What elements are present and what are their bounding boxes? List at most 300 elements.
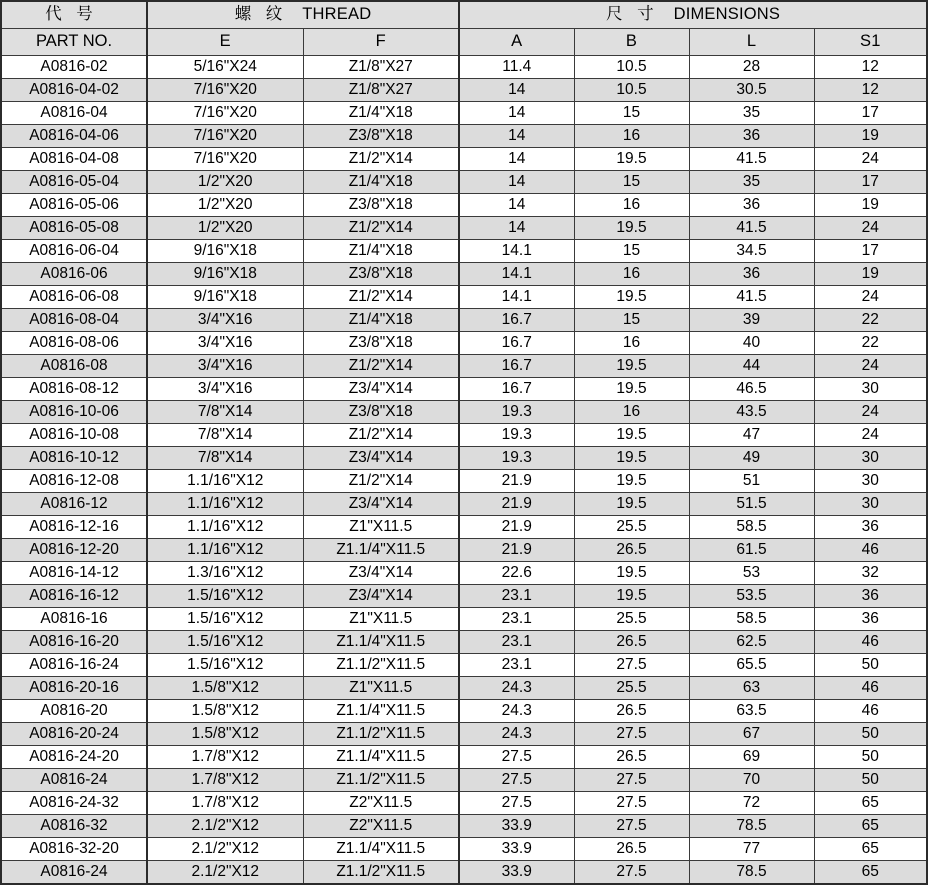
cell-dim-s1: 50 (814, 654, 927, 677)
cell-dim-b: 16 (574, 332, 689, 355)
cell-dim-l: 70 (689, 769, 814, 792)
cell-thread-e: 1.1/16"X12 (147, 539, 303, 562)
cell-dim-a: 14 (459, 171, 574, 194)
cell-dim-b: 16 (574, 401, 689, 424)
cell-dim-s1: 50 (814, 723, 927, 746)
header-thread-en-label: THREAD (302, 5, 372, 24)
cell-thread-f: Z1.1/2"X11.5 (303, 861, 459, 885)
cell-thread-e: 2.1/2"X12 (147, 861, 303, 885)
cell-dim-l: 28 (689, 56, 814, 79)
cell-dim-b: 19.5 (574, 562, 689, 585)
cell-part-no: A0816-16-20 (1, 631, 147, 654)
table-row (1, 608, 927, 631)
header-row-sub (1, 29, 927, 56)
cell-dim-s1: 50 (814, 746, 927, 769)
cell-thread-f: Z3/4"X14 (303, 562, 459, 585)
cell-thread-e: 1.5/8"X12 (147, 677, 303, 700)
cell-thread-f: Z1.1/2"X11.5 (303, 769, 459, 792)
cell-dim-l: 30.5 (689, 79, 814, 102)
table-row (1, 309, 927, 332)
cell-dim-b: 27.5 (574, 792, 689, 815)
table-row (1, 355, 927, 378)
cell-dim-l: 44 (689, 355, 814, 378)
table-row (1, 217, 927, 240)
cell-thread-f: Z3/8"X18 (303, 125, 459, 148)
cell-thread-e: 1/2"X20 (147, 194, 303, 217)
table-row (1, 746, 927, 769)
cell-dim-b: 16 (574, 194, 689, 217)
table-row (1, 240, 927, 263)
cell-thread-e: 7/16"X20 (147, 102, 303, 125)
cell-dim-s1: 12 (814, 56, 927, 79)
table-row (1, 470, 927, 493)
cell-dim-s1: 17 (814, 240, 927, 263)
cell-part-no: A0816-14-12 (1, 562, 147, 585)
cell-dim-l: 39 (689, 309, 814, 332)
cell-part-no: A0816-06-04 (1, 240, 147, 263)
cell-dim-s1: 30 (814, 470, 927, 493)
cell-thread-f: Z1/2"X14 (303, 148, 459, 171)
cell-thread-f: Z3/4"X14 (303, 493, 459, 516)
cell-dim-l: 53 (689, 562, 814, 585)
cell-dim-l: 34.5 (689, 240, 814, 263)
table-row (1, 585, 927, 608)
cell-dim-l: 35 (689, 171, 814, 194)
cell-dim-l: 35 (689, 102, 814, 125)
cell-dim-b: 19.5 (574, 286, 689, 309)
cell-thread-f: Z3/8"X18 (303, 332, 459, 355)
cell-dim-s1: 24 (814, 148, 927, 171)
cell-part-no: A0816-10-12 (1, 447, 147, 470)
cell-dim-s1: 46 (814, 677, 927, 700)
cell-dim-b: 26.5 (574, 838, 689, 861)
cell-dim-l: 67 (689, 723, 814, 746)
cell-dim-a: 23.1 (459, 654, 574, 677)
cell-dim-l: 65.5 (689, 654, 814, 677)
cell-dim-s1: 46 (814, 631, 927, 654)
cell-part-no: A0816-24 (1, 769, 147, 792)
cell-dim-s1: 30 (814, 447, 927, 470)
cell-dim-a: 22.6 (459, 562, 574, 585)
cell-dim-a: 33.9 (459, 815, 574, 838)
cell-part-no: A0816-16-24 (1, 654, 147, 677)
header-col-f: F (303, 29, 459, 56)
cell-thread-f: Z3/8"X18 (303, 401, 459, 424)
table-row (1, 861, 927, 885)
cell-dim-a: 14 (459, 79, 574, 102)
cell-dim-s1: 24 (814, 286, 927, 309)
table-row (1, 424, 927, 447)
cell-dim-a: 16.7 (459, 332, 574, 355)
cell-dim-s1: 22 (814, 332, 927, 355)
cell-thread-e: 1.5/16"X12 (147, 654, 303, 677)
cell-dim-s1: 65 (814, 838, 927, 861)
cell-thread-f: Z1.1/4"X11.5 (303, 539, 459, 562)
cell-part-no: A0816-12 (1, 493, 147, 516)
cell-part-no: A0816-04-08 (1, 148, 147, 171)
cell-dim-s1: 46 (814, 539, 927, 562)
cell-thread-e: 7/8"X14 (147, 424, 303, 447)
header-dimensions-en-label: DIMENSIONS (673, 5, 781, 24)
cell-part-no: A0816-12-16 (1, 516, 147, 539)
cell-thread-e: 3/4"X16 (147, 309, 303, 332)
cell-dim-s1: 24 (814, 355, 927, 378)
cell-thread-e: 7/8"X14 (147, 447, 303, 470)
table-body (1, 56, 927, 885)
cell-dim-s1: 46 (814, 700, 927, 723)
table-header (1, 1, 927, 56)
cell-dim-b: 27.5 (574, 861, 689, 885)
cell-thread-e: 2.1/2"X12 (147, 815, 303, 838)
cell-thread-f: Z1.1/4"X11.5 (303, 838, 459, 861)
table-row (1, 631, 927, 654)
cell-dim-l: 58.5 (689, 516, 814, 539)
cell-dim-l: 78.5 (689, 815, 814, 838)
table-row (1, 102, 927, 125)
cell-part-no: A0816-08-04 (1, 309, 147, 332)
table-row (1, 401, 927, 424)
cell-dim-a: 21.9 (459, 470, 574, 493)
cell-dim-b: 19.5 (574, 355, 689, 378)
table-row (1, 125, 927, 148)
cell-thread-e: 1.7/8"X12 (147, 746, 303, 769)
cell-thread-e: 1.1/16"X12 (147, 493, 303, 516)
cell-dim-l: 40 (689, 332, 814, 355)
cell-dim-a: 21.9 (459, 516, 574, 539)
cell-dim-l: 43.5 (689, 401, 814, 424)
cell-dim-b: 15 (574, 309, 689, 332)
cell-part-no: A0816-32 (1, 815, 147, 838)
cell-dim-s1: 32 (814, 562, 927, 585)
cell-dim-s1: 19 (814, 263, 927, 286)
cell-dim-b: 15 (574, 171, 689, 194)
cell-dim-s1: 65 (814, 815, 927, 838)
cell-thread-f: Z1.1/4"X11.5 (303, 631, 459, 654)
cell-dim-l: 58.5 (689, 608, 814, 631)
cell-part-no: A0816-06 (1, 263, 147, 286)
cell-dim-b: 19.5 (574, 447, 689, 470)
cell-dim-s1: 50 (814, 769, 927, 792)
cell-thread-e: 9/16"X18 (147, 286, 303, 309)
cell-thread-e: 3/4"X16 (147, 355, 303, 378)
cell-thread-f: Z1"X11.5 (303, 608, 459, 631)
cell-part-no: A0816-04 (1, 102, 147, 125)
cell-dim-l: 41.5 (689, 286, 814, 309)
cell-part-no: A0816-05-06 (1, 194, 147, 217)
cell-dim-s1: 22 (814, 309, 927, 332)
cell-dim-s1: 24 (814, 217, 927, 240)
cell-thread-e: 5/16"X24 (147, 56, 303, 79)
cell-dim-b: 27.5 (574, 723, 689, 746)
cell-dim-a: 14 (459, 102, 574, 125)
cell-dim-a: 19.3 (459, 424, 574, 447)
cell-dim-a: 16.7 (459, 309, 574, 332)
cell-part-no: A0816-20-24 (1, 723, 147, 746)
cell-dim-l: 53.5 (689, 585, 814, 608)
cell-dim-a: 14.1 (459, 263, 574, 286)
cell-dim-a: 14 (459, 148, 574, 171)
cell-thread-f: Z1.1/2"X11.5 (303, 723, 459, 746)
table-row (1, 723, 927, 746)
cell-part-no: A0816-08-06 (1, 332, 147, 355)
cell-dim-s1: 24 (814, 424, 927, 447)
cell-part-no: A0816-24 (1, 861, 147, 885)
cell-dim-s1: 24 (814, 401, 927, 424)
cell-dim-l: 63.5 (689, 700, 814, 723)
cell-thread-e: 7/16"X20 (147, 148, 303, 171)
cell-part-no: A0816-12-08 (1, 470, 147, 493)
table-row (1, 148, 927, 171)
table-row (1, 677, 927, 700)
cell-dim-a: 14 (459, 194, 574, 217)
cell-thread-f: Z1.1/4"X11.5 (303, 700, 459, 723)
cell-thread-f: Z1/2"X14 (303, 424, 459, 447)
cell-thread-e: 1.1/16"X12 (147, 470, 303, 493)
cell-thread-f: Z2"X11.5 (303, 792, 459, 815)
cell-dim-b: 27.5 (574, 815, 689, 838)
cell-thread-f: Z3/4"X14 (303, 447, 459, 470)
cell-dim-a: 19.3 (459, 447, 574, 470)
cell-part-no: A0816-02 (1, 56, 147, 79)
cell-dim-l: 78.5 (689, 861, 814, 885)
cell-thread-f: Z3/8"X18 (303, 194, 459, 217)
header-col-l: L (689, 29, 814, 56)
cell-dim-a: 24.3 (459, 723, 574, 746)
cell-dim-l: 61.5 (689, 539, 814, 562)
cell-thread-f: Z1/2"X14 (303, 217, 459, 240)
cell-dim-l: 49 (689, 447, 814, 470)
cell-dim-l: 51 (689, 470, 814, 493)
cell-thread-e: 2.1/2"X12 (147, 838, 303, 861)
cell-dim-b: 19.5 (574, 424, 689, 447)
cell-thread-f: Z3/4"X14 (303, 585, 459, 608)
cell-part-no: A0816-16 (1, 608, 147, 631)
cell-thread-f: Z1"X11.5 (303, 677, 459, 700)
cell-thread-f: Z1/2"X14 (303, 470, 459, 493)
cell-part-no: A0816-04-02 (1, 79, 147, 102)
cell-thread-e: 1.5/16"X12 (147, 631, 303, 654)
table-row (1, 286, 927, 309)
cell-thread-e: 1.7/8"X12 (147, 792, 303, 815)
cell-dim-b: 26.5 (574, 631, 689, 654)
cell-dim-a: 27.5 (459, 792, 574, 815)
cell-thread-e: 1.1/16"X12 (147, 516, 303, 539)
cell-dim-a: 27.5 (459, 769, 574, 792)
cell-thread-e: 1.5/8"X12 (147, 723, 303, 746)
cell-thread-f: Z1/8"X27 (303, 79, 459, 102)
cell-dim-l: 46.5 (689, 378, 814, 401)
cell-dim-a: 14 (459, 125, 574, 148)
cell-thread-e: 7/16"X20 (147, 125, 303, 148)
cell-dim-l: 62.5 (689, 631, 814, 654)
cell-dim-l: 69 (689, 746, 814, 769)
cell-thread-e: 3/4"X16 (147, 332, 303, 355)
cell-dim-l: 47 (689, 424, 814, 447)
cell-dim-s1: 19 (814, 125, 927, 148)
cell-dim-l: 51.5 (689, 493, 814, 516)
cell-dim-s1: 36 (814, 585, 927, 608)
cell-dim-b: 10.5 (574, 79, 689, 102)
cell-part-no: A0816-08 (1, 355, 147, 378)
cell-thread-f: Z3/4"X14 (303, 378, 459, 401)
cell-dim-b: 25.5 (574, 608, 689, 631)
cell-part-no: A0816-10-08 (1, 424, 147, 447)
cell-dim-l: 77 (689, 838, 814, 861)
table-row (1, 56, 927, 79)
table-row (1, 493, 927, 516)
cell-thread-e: 9/16"X18 (147, 263, 303, 286)
cell-dim-s1: 36 (814, 608, 927, 631)
cell-dim-b: 26.5 (574, 539, 689, 562)
cell-thread-e: 1.5/16"X12 (147, 608, 303, 631)
cell-dim-b: 27.5 (574, 769, 689, 792)
cell-part-no: A0816-06-08 (1, 286, 147, 309)
cell-dim-b: 16 (574, 125, 689, 148)
cell-dim-a: 23.1 (459, 585, 574, 608)
cell-dim-a: 27.5 (459, 746, 574, 769)
cell-part-no: A0816-04-06 (1, 125, 147, 148)
cell-dim-s1: 30 (814, 493, 927, 516)
table-row (1, 792, 927, 815)
cell-dim-s1: 19 (814, 194, 927, 217)
cell-dim-a: 14 (459, 217, 574, 240)
table-row (1, 194, 927, 217)
table-row (1, 815, 927, 838)
cell-dim-a: 16.7 (459, 355, 574, 378)
table-row (1, 769, 927, 792)
cell-dim-b: 15 (574, 102, 689, 125)
table-row (1, 654, 927, 677)
cell-thread-f: Z3/8"X18 (303, 263, 459, 286)
cell-dim-s1: 17 (814, 102, 927, 125)
cell-part-no: A0816-20-16 (1, 677, 147, 700)
cell-dim-b: 16 (574, 263, 689, 286)
cell-thread-e: 1/2"X20 (147, 171, 303, 194)
table-row (1, 447, 927, 470)
cell-part-no: A0816-05-08 (1, 217, 147, 240)
table-row (1, 838, 927, 861)
table-row (1, 539, 927, 562)
cell-dim-b: 19.5 (574, 148, 689, 171)
cell-part-no: A0816-20 (1, 700, 147, 723)
cell-thread-f: Z1.1/2"X11.5 (303, 654, 459, 677)
cell-dim-l: 36 (689, 263, 814, 286)
cell-dim-a: 21.9 (459, 493, 574, 516)
header-col-e: E (147, 29, 303, 56)
cell-thread-f: Z1/4"X18 (303, 240, 459, 263)
cell-dim-b: 25.5 (574, 516, 689, 539)
cell-dim-a: 11.4 (459, 56, 574, 79)
table-row (1, 79, 927, 102)
cell-thread-f: Z1/2"X14 (303, 286, 459, 309)
cell-thread-e: 3/4"X16 (147, 378, 303, 401)
table-row (1, 562, 927, 585)
cell-thread-e: 7/16"X20 (147, 79, 303, 102)
header-row-group (1, 1, 927, 29)
table-row (1, 332, 927, 355)
header-thread-group (147, 1, 459, 29)
cell-thread-f: Z1.1/4"X11.5 (303, 746, 459, 769)
cell-dim-l: 41.5 (689, 148, 814, 171)
header-part-no-cjk (1, 1, 147, 29)
header-part-no-cjk-label: 代 号 (45, 5, 98, 24)
cell-dim-s1: 65 (814, 792, 927, 815)
cell-part-no: A0816-16-12 (1, 585, 147, 608)
header-part-no-en: PART NO. (1, 29, 147, 56)
cell-dim-a: 33.9 (459, 838, 574, 861)
cell-thread-e: 1.5/16"X12 (147, 585, 303, 608)
cell-thread-e: 1.3/16"X12 (147, 562, 303, 585)
header-dimensions-cjk-label: 尺 寸 (605, 5, 659, 24)
cell-dim-a: 21.9 (459, 539, 574, 562)
header-dimensions-group (459, 1, 927, 29)
cell-part-no: A0816-24-20 (1, 746, 147, 769)
cell-dim-l: 36 (689, 125, 814, 148)
cell-dim-b: 27.5 (574, 654, 689, 677)
cell-dim-s1: 65 (814, 861, 927, 885)
cell-dim-s1: 12 (814, 79, 927, 102)
header-thread-cjk-label: 螺 纹 (234, 5, 288, 24)
cell-dim-l: 41.5 (689, 217, 814, 240)
cell-dim-a: 23.1 (459, 608, 574, 631)
cell-thread-e: 9/16"X18 (147, 240, 303, 263)
cell-thread-f: Z1/4"X18 (303, 171, 459, 194)
cell-dim-a: 14.1 (459, 286, 574, 309)
cell-dim-a: 24.3 (459, 677, 574, 700)
cell-dim-b: 10.5 (574, 56, 689, 79)
table-row (1, 171, 927, 194)
cell-dim-b: 15 (574, 240, 689, 263)
cell-thread-f: Z1/8"X27 (303, 56, 459, 79)
cell-part-no: A0816-08-12 (1, 378, 147, 401)
cell-dim-a: 14.1 (459, 240, 574, 263)
cell-dim-a: 19.3 (459, 401, 574, 424)
cell-thread-f: Z1"X11.5 (303, 516, 459, 539)
cell-dim-l: 36 (689, 194, 814, 217)
cell-dim-a: 23.1 (459, 631, 574, 654)
cell-part-no: A0816-10-06 (1, 401, 147, 424)
cell-dim-b: 26.5 (574, 746, 689, 769)
cell-dim-s1: 30 (814, 378, 927, 401)
cell-dim-b: 19.5 (574, 585, 689, 608)
cell-dim-b: 19.5 (574, 470, 689, 493)
cell-thread-f: Z2"X11.5 (303, 815, 459, 838)
header-col-a: A (459, 29, 574, 56)
cell-dim-s1: 36 (814, 516, 927, 539)
cell-part-no: A0816-24-32 (1, 792, 147, 815)
cell-dim-l: 72 (689, 792, 814, 815)
cell-thread-e: 1.7/8"X12 (147, 769, 303, 792)
cell-part-no: A0816-32-20 (1, 838, 147, 861)
cell-thread-e: 1.5/8"X12 (147, 700, 303, 723)
cell-dim-b: 25.5 (574, 677, 689, 700)
cell-dim-b: 19.5 (574, 378, 689, 401)
table-row (1, 516, 927, 539)
table-row (1, 700, 927, 723)
cell-part-no: A0816-12-20 (1, 539, 147, 562)
cell-thread-e: 1/2"X20 (147, 217, 303, 240)
cell-dim-s1: 17 (814, 171, 927, 194)
cell-dim-a: 33.9 (459, 861, 574, 885)
table-row (1, 263, 927, 286)
cell-dim-b: 19.5 (574, 493, 689, 516)
cell-dim-l: 63 (689, 677, 814, 700)
cell-dim-b: 19.5 (574, 217, 689, 240)
cell-thread-e: 7/8"X14 (147, 401, 303, 424)
table-row (1, 378, 927, 401)
header-col-s1: S1 (814, 29, 927, 56)
cell-dim-a: 16.7 (459, 378, 574, 401)
